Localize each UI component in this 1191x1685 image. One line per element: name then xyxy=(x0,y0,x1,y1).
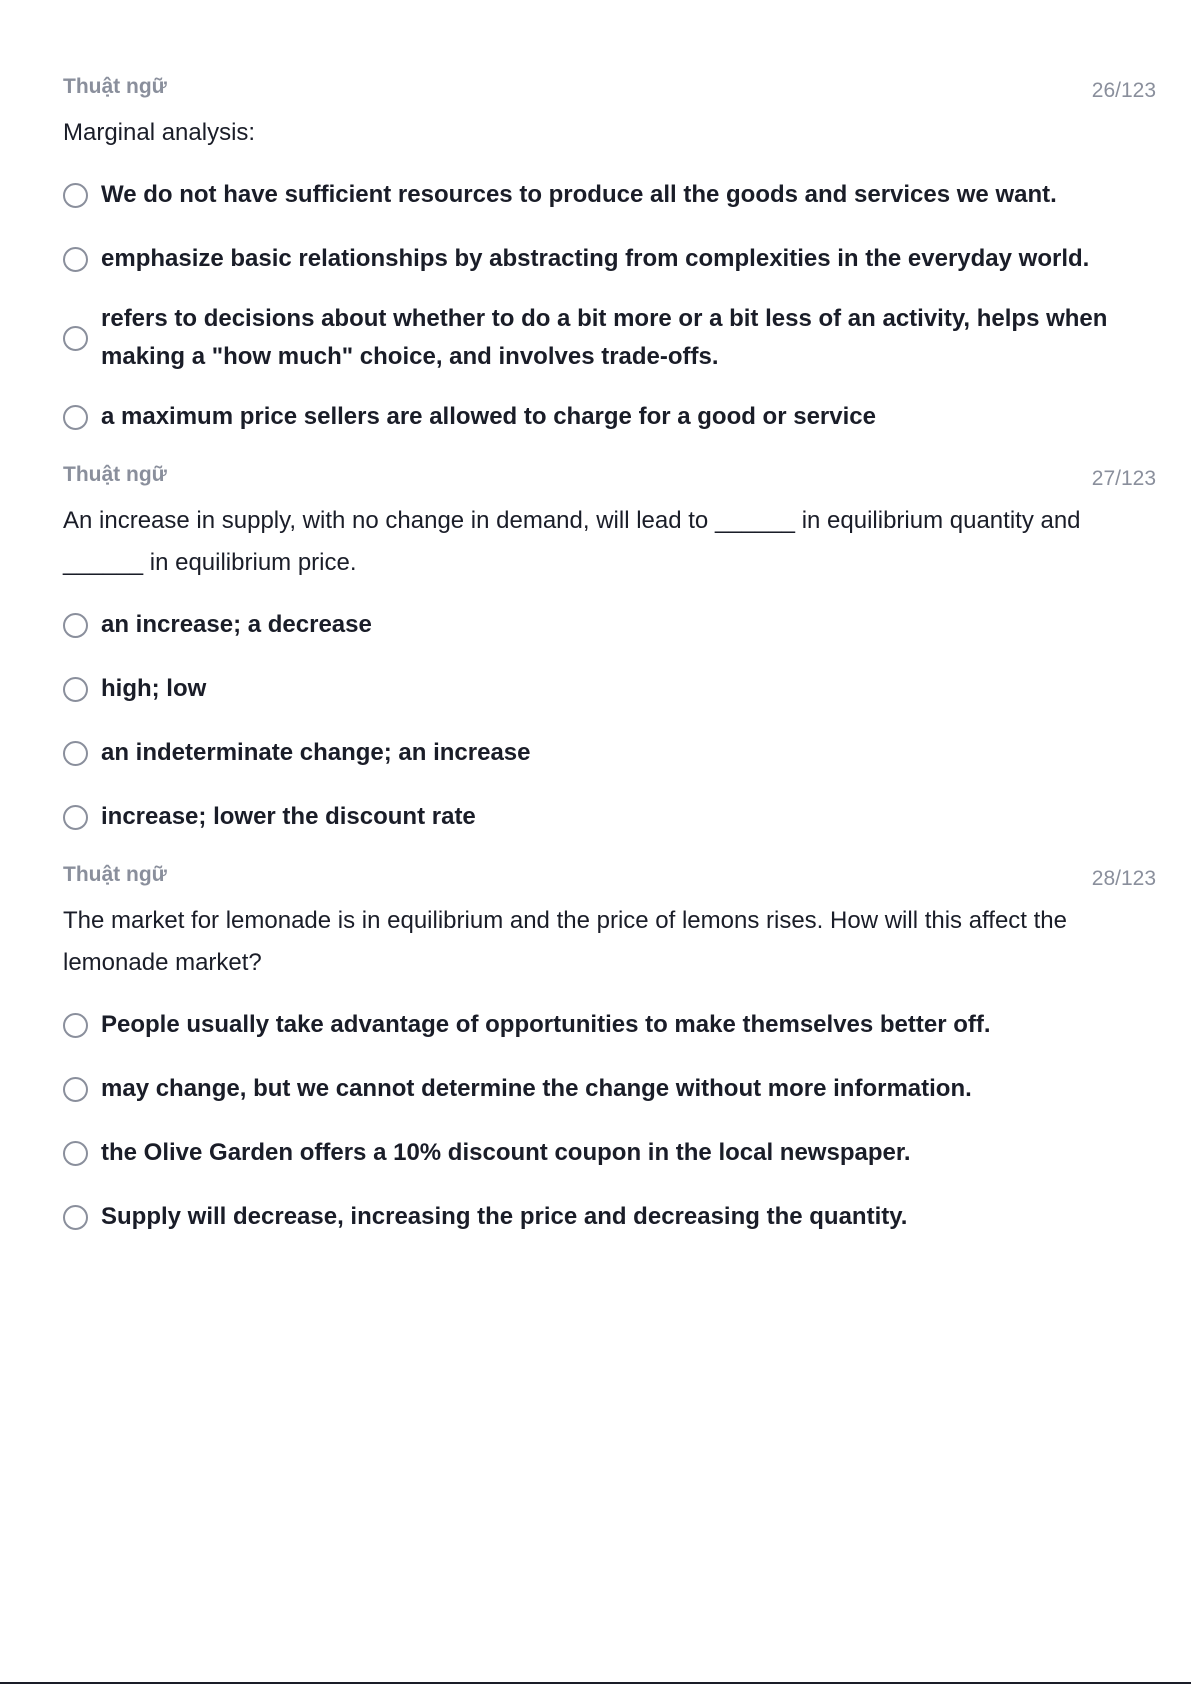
answer-options xyxy=(63,602,1156,840)
term-label: Thuật ngữ xyxy=(63,75,167,98)
answer-options xyxy=(63,172,1156,440)
answer-option-text: an increase; a decrease xyxy=(101,611,372,638)
question-28 xyxy=(63,864,1156,1240)
term-label: Thuật ngữ xyxy=(63,863,167,886)
answer-option-text: increase; lower the discount rate xyxy=(101,803,476,830)
question-text: The market for lemonade is in equilibrium and the price of lemons rises. How will this affect the lemonade market? xyxy=(63,907,1068,976)
question-27 xyxy=(63,464,1156,840)
answer-option[interactable] xyxy=(63,236,1156,282)
radio-circle-icon[interactable] xyxy=(63,247,88,272)
question-counter: 26/123 xyxy=(1091,79,1156,102)
radio-circle-icon[interactable] xyxy=(63,741,88,766)
answer-option[interactable] xyxy=(63,1066,1156,1112)
answer-option-text: People usually take advantage of opportunities to make themselves better off. xyxy=(101,1011,991,1038)
answer-option[interactable] xyxy=(63,730,1156,776)
question-text: Marginal analysis: xyxy=(63,119,256,146)
answer-option[interactable] xyxy=(63,1130,1156,1176)
radio-circle-icon[interactable] xyxy=(63,1077,88,1102)
question-counter: 27/123 xyxy=(1091,467,1156,490)
answer-option-text: We do not have sufficient resources to produce all the goods and services we want. xyxy=(101,181,1057,208)
question-26 xyxy=(63,76,1156,440)
question-header xyxy=(63,464,1156,500)
answer-option-text: refers to decisions about whether to do a bit more or a bit less of an activity, helps when making a "how much" choice, and involves trade-offs. xyxy=(101,305,1108,370)
answer-option[interactable] xyxy=(63,1002,1156,1048)
answer-option[interactable] xyxy=(63,172,1156,218)
question-header xyxy=(63,864,1156,900)
quiz-page xyxy=(63,76,1156,1264)
answer-option-text: an indeterminate change; an increase xyxy=(101,739,531,766)
radio-circle-icon[interactable] xyxy=(63,1013,88,1038)
page-bottom-divider xyxy=(0,1682,1191,1684)
answer-option[interactable] xyxy=(63,300,1156,376)
answer-option-text: Supply will decrease, increasing the price and decreasing the quantity. xyxy=(101,1203,908,1230)
answer-option-text: emphasize basic relationships by abstracting from complexities in the everyday world. xyxy=(101,245,1090,272)
question-text: An increase in supply, with no change in demand, will lead to ______ in equilibrium quantity and ______ in equilibrium price. xyxy=(63,507,1081,576)
radio-circle-icon[interactable] xyxy=(63,405,88,430)
radio-circle-icon[interactable] xyxy=(63,613,88,638)
answer-option[interactable] xyxy=(63,666,1156,712)
answer-option[interactable] xyxy=(63,1194,1156,1240)
answer-options xyxy=(63,1002,1156,1240)
answer-option-text: the Olive Garden offers a 10% discount coupon in the local newspaper. xyxy=(101,1139,911,1166)
question-counter: 28/123 xyxy=(1091,867,1156,890)
radio-circle-icon[interactable] xyxy=(63,1141,88,1166)
radio-circle-icon[interactable] xyxy=(63,326,88,351)
answer-option-text: high; low xyxy=(101,675,207,702)
answer-option-text: may change, but we cannot determine the change without more information. xyxy=(101,1075,972,1102)
answer-option[interactable] xyxy=(63,602,1156,648)
answer-option-text: a maximum price sellers are allowed to charge for a good or service xyxy=(101,403,876,430)
radio-circle-icon[interactable] xyxy=(63,805,88,830)
answer-option[interactable] xyxy=(63,394,1156,440)
radio-circle-icon[interactable] xyxy=(63,1205,88,1230)
radio-circle-icon[interactable] xyxy=(63,677,88,702)
term-label: Thuật ngữ xyxy=(63,463,167,486)
answer-option[interactable] xyxy=(63,794,1156,840)
radio-circle-icon[interactable] xyxy=(63,183,88,208)
question-header xyxy=(63,76,1156,112)
